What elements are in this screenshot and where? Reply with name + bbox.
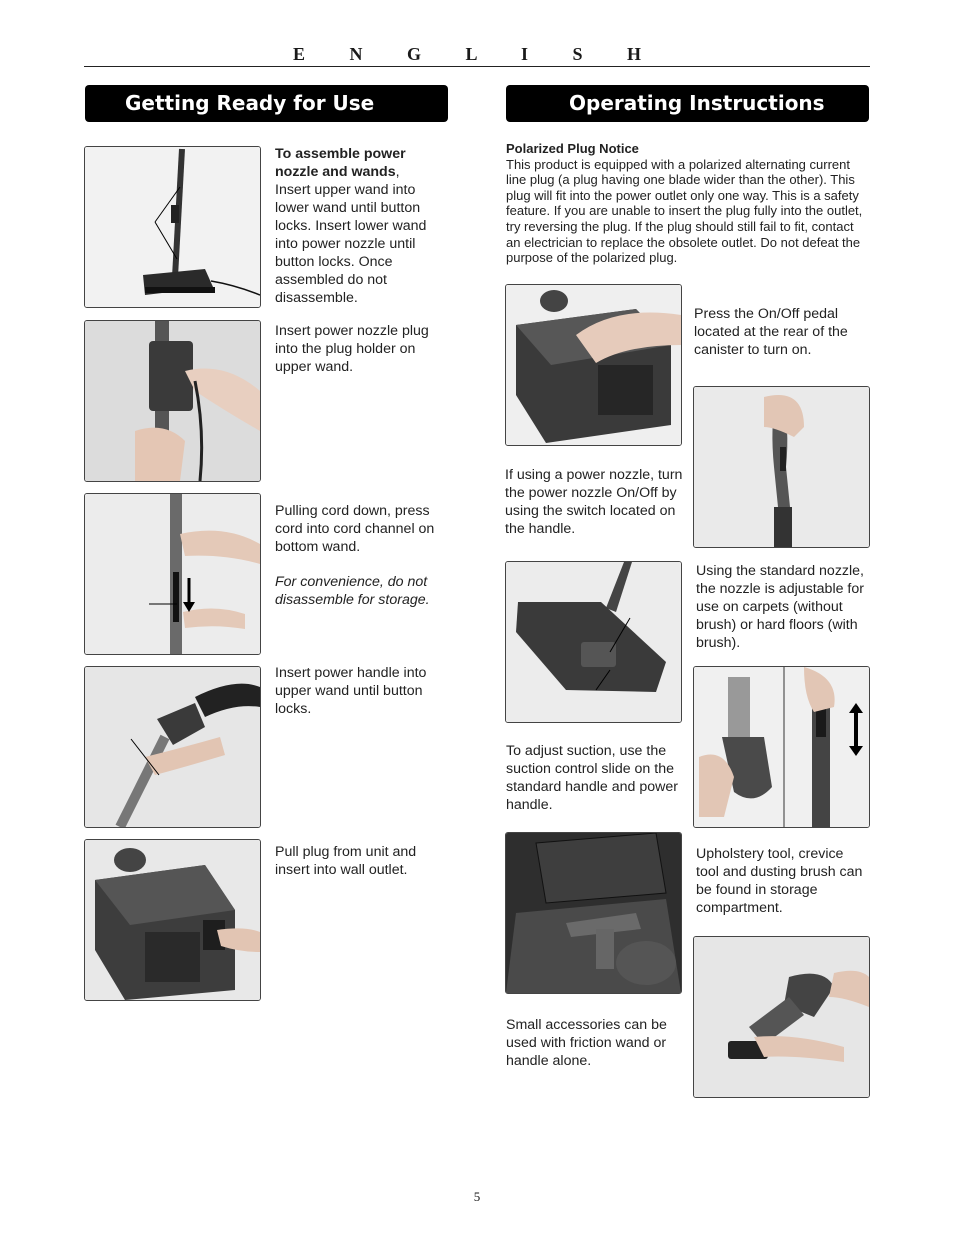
- illustration-power-handle: [84, 666, 261, 828]
- polarized-plug-notice: [506, 141, 868, 266]
- step-assemble-punct: ,: [395, 164, 400, 180]
- page-number: 5: [473, 1189, 481, 1204]
- section-title-operating: Operating Instructions: [506, 85, 869, 122]
- section-title-getting-ready: Getting Ready for Use: [85, 85, 448, 122]
- step-suction-slide-text: To adjust suction, use the suction control slide on the standard handle and power handle.: [506, 743, 678, 813]
- step-cord-channel-note: For convenience, do not disassemble for storage.: [275, 574, 430, 608]
- header-rule: [84, 66, 870, 67]
- step-cord-channel-text: [275, 502, 447, 609]
- step-small-accessories-text: Small accessories can be used with friction wand or handle alone.: [506, 1017, 667, 1069]
- step-standard-nozzle-text: Using the standard nozzle, the nozzle is adjustable for use on carpets (without brush) or hard floors (with brush).: [696, 563, 864, 651]
- step-power-handle-text: Insert power handle into upper wand until button locks.: [275, 665, 427, 717]
- step-plug-holder-text: Insert power nozzle plug into the plug holder on upper wand.: [275, 323, 429, 375]
- illustration-standard-nozzle: [505, 561, 682, 723]
- step-canister-pedal-text: Press the On/Off pedal located at the rear of the canister to turn on.: [694, 306, 848, 358]
- illustration-cord-channel: [84, 493, 261, 655]
- step-assemble-text: [275, 145, 447, 307]
- step-assemble-heading: To assemble power nozzle and wands: [275, 146, 406, 180]
- illustration-plug-holder: [84, 320, 261, 482]
- notice-body: This product is equipped with a polarized alternating current line plug (a plug having one blade wider than the other). This plug will fit into the power outlet only one way. This is a safety feature. If you are unable to insert the plug fully into the outlet, try reversing the plug. If the plug should still fail to fit, contact an electrician to replace the obsolete outlet. Do not defeat the purpose of the polarized plug.: [506, 156, 863, 266]
- language-header: E N G L I S H: [292, 44, 662, 64]
- illustration-suction-slide: [693, 666, 870, 828]
- illustration-canister-pedal: [505, 284, 682, 446]
- illustration-canister-plug: [84, 839, 261, 1001]
- notice-heading: Polarized Plug Notice: [506, 141, 639, 156]
- step-canister-plug-text: Pull plug from unit and insert into wall outlet.: [275, 844, 417, 878]
- illustration-wand-assembly: [84, 146, 261, 308]
- step-cord-channel-body: Pulling cord down, press cord into cord channel on bottom wand.: [275, 503, 435, 555]
- step-handle-switch-text: If using a power nozzle, turn the power nozzle On/Off by using the switch located on the handle.: [505, 467, 683, 537]
- step-storage-text: Upholstery tool, crevice tool and dusting brush can be found in storage compartment.: [696, 846, 863, 916]
- illustration-handle-switch: [693, 386, 870, 548]
- step-assemble-body: Insert upper wand into lower wand until button locks. Insert lower wand into power nozzle until button locks. Once assembled do not disassemble.: [275, 182, 427, 306]
- illustration-storage-compartment: [505, 832, 682, 994]
- illustration-brush-on-handle: [693, 936, 870, 1098]
